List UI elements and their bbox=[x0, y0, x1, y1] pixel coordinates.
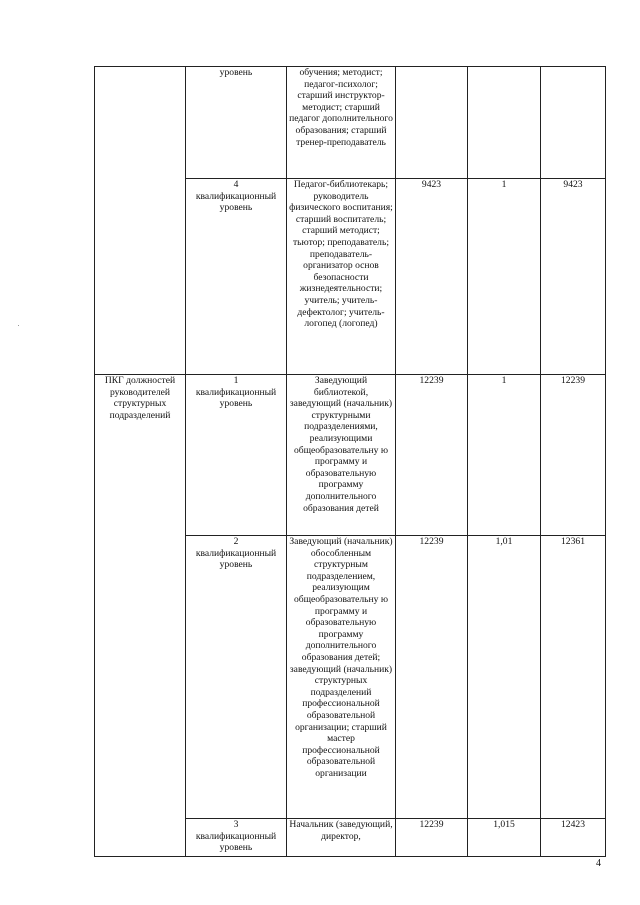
coefficient-cell bbox=[468, 67, 541, 179]
salary-cell: 9423 bbox=[396, 179, 468, 375]
salary-cell bbox=[396, 67, 468, 179]
total-cell: 12361 bbox=[541, 536, 606, 819]
level-text: квалификационный уровень bbox=[195, 190, 277, 214]
level-cell bbox=[186, 179, 287, 375]
group-cell bbox=[95, 67, 186, 375]
page-number: 4 bbox=[596, 858, 601, 869]
positions-cell: Заведующий (начальник) обособленным структурным подразделением, реализующим общеобразовательну ю программу и образовательную программу дополнительного образования детей; заведующий (начальник) структурных подразделений профессиональной образовательной организации; старший мастер профессиональной образовательной организации bbox=[287, 536, 396, 819]
total-cell bbox=[541, 67, 606, 179]
salary-cell: 12239 bbox=[396, 375, 468, 536]
group-cell: ПКГ должностей руководителей структурных подразделений bbox=[95, 375, 186, 857]
coefficient-cell: 1,015 bbox=[468, 819, 541, 857]
salary-cell: 12239 bbox=[396, 536, 468, 819]
coefficient-cell: 1 bbox=[468, 179, 541, 375]
total-cell: 9423 bbox=[541, 179, 606, 375]
level-text: квалификационный уровень bbox=[195, 386, 277, 410]
positions-cell: Педагог-библиотекарь; руководитель физического воспитания; старший воспитатель; старший методист; тьютор; преподаватель; преподаватель-организатор основ безопасности жизнедеятельности; учитель; учитель-дефектолог; учитель-логопед (логопед) bbox=[287, 179, 396, 375]
level-cell bbox=[186, 819, 287, 857]
coefficient-cell: 1 bbox=[468, 375, 541, 536]
coefficient-cell: 1,01 bbox=[468, 536, 541, 819]
total-cell: 12239 bbox=[541, 375, 606, 536]
total-cell: 12423 bbox=[541, 819, 606, 857]
level-cell bbox=[186, 375, 287, 536]
positions-cell: Начальник (заведующий, директор, bbox=[287, 819, 396, 857]
positions-cell: обучения; методист; педагог-психолог; старший инструктор-методист; старший педагог дополнительного образования; старший тренер-преподаватель bbox=[287, 67, 396, 179]
level-cell bbox=[186, 67, 287, 179]
level-text: уровень bbox=[219, 67, 253, 78]
salary-cell: 12239 bbox=[396, 819, 468, 857]
level-number: 1 bbox=[233, 375, 239, 386]
level-number: 4 bbox=[233, 179, 239, 190]
level-cell bbox=[186, 536, 287, 819]
margin-mark bbox=[18, 325, 19, 326]
level-text: квалификационный уровень bbox=[195, 547, 277, 571]
level-number: 2 bbox=[233, 536, 239, 547]
table-row bbox=[95, 67, 606, 179]
table-row bbox=[95, 375, 606, 536]
level-text: квалификационный уровень bbox=[195, 830, 277, 854]
positions-cell: Заведующий библиотекой, заведующий (начальник) структурными подразделениями, реализующими общеобразовательну ю программу и образовательную программу дополнительного образования детей bbox=[287, 375, 396, 536]
salary-table bbox=[94, 66, 606, 857]
level-number: 3 bbox=[233, 819, 239, 830]
